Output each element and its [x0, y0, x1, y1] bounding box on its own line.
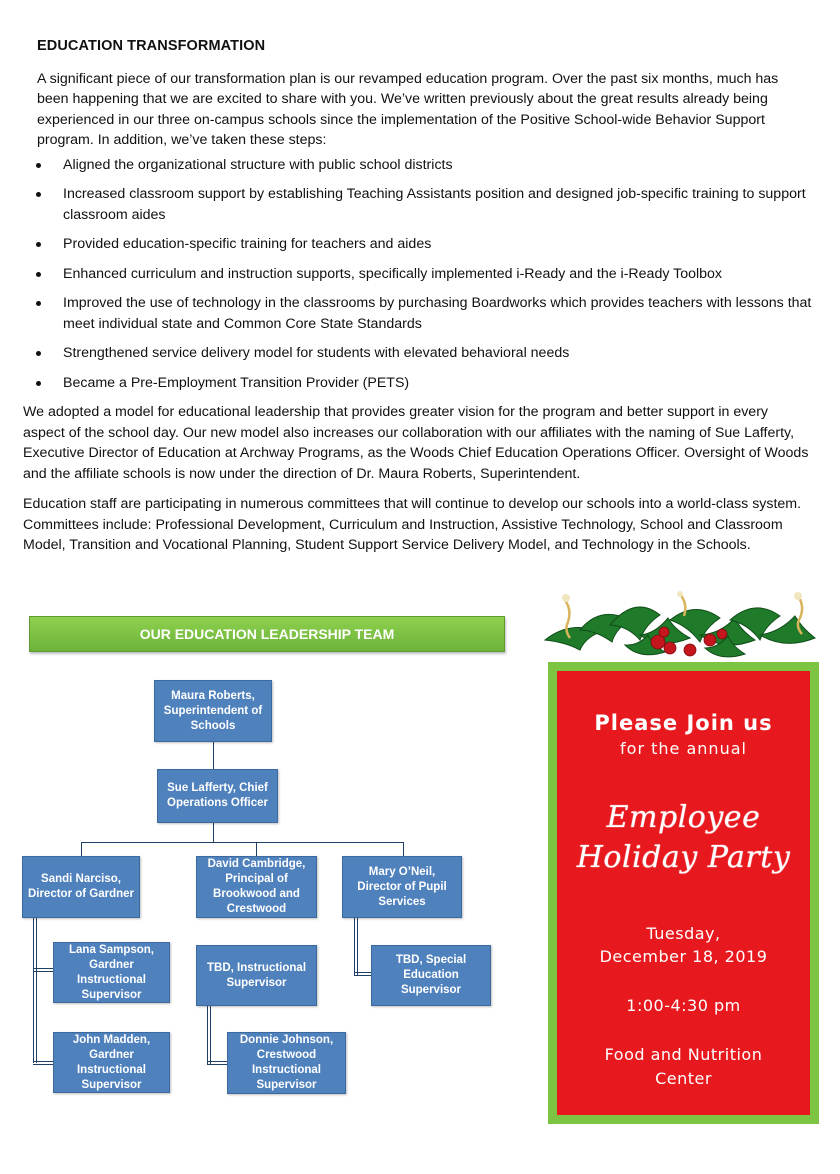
steps-list: [23, 155, 813, 394]
connector-line: [403, 842, 404, 856]
holiday-invitation: [557, 671, 810, 1115]
connector-line: [354, 972, 372, 976]
org-box-superintendent: Maura Roberts, Superintendent of Schools: [154, 680, 272, 742]
leadership-banner: OUR EDUCATION LEADERSHIP TEAM: [29, 616, 505, 652]
org-box-special-ed-supervisor: TBD, Special Education Supervisor: [371, 945, 491, 1006]
org-box-crestwood-supervisor: Donnie Johnson, Crestwood Instructional Supervisor: [227, 1032, 346, 1094]
article: [23, 36, 813, 566]
bullet-icon: [36, 351, 41, 356]
list-item: Strengthened service delivery model for students with elevated behavioral needs: [23, 343, 813, 364]
org-box-gardner-supervisor-1: Lana Sampson, Gardner Instructional Supervisor: [53, 942, 170, 1003]
list-item: Provided education-specific training for teachers and aides: [23, 234, 813, 255]
event-date: Tuesday, December 18, 2019: [599, 924, 768, 966]
list-item: Improved the use of technology in the classrooms by purchasing Boardworks which provides teachers with lessons that meet individual state and Common Core State Standards: [23, 293, 813, 334]
bullet-icon: [36, 242, 41, 247]
intro-paragraph: A significant piece of our transformation plan is our revamped education program. Over the past six months, much has been happening that we are excited to share with you. We’ve written previously about the great results already being experienced in our three on-campus schools since the implementation of the Positive School-wide Behavior Support program. In addition, we’ve taken these steps:: [37, 70, 779, 148]
connector-line: [354, 918, 358, 976]
bullet-icon: [36, 272, 41, 277]
connector-line: [213, 741, 214, 769]
connector-line: [213, 822, 214, 842]
connector-line: [33, 918, 37, 1063]
bullet-icon: [36, 301, 41, 306]
list-item: Enhanced curriculum and instruction supports, specifically implemented i-Ready and the i-Ready Toolbox: [23, 264, 813, 285]
connector-line: [207, 1006, 211, 1064]
connector-line: [207, 1061, 228, 1065]
org-box-instructional-supervisor: TBD, Instructional Supervisor: [196, 945, 317, 1006]
event-location: Food and Nutrition Center: [604, 1045, 763, 1088]
bullet-icon: [36, 192, 41, 197]
leadership-paragraph: We adopted a model for educational leadership that provides greater vision for the program and better support in every aspect of the school day. Our new model also increases our collaboration with our affiliates with the naming of Sue Lafferty, Executive Director of Education at Archway Programs, as the Woods Chief Education Operations Officer. Oversight of Woods and the affiliate schools is now under the direction of Dr. Maura Roberts, Superintendent.: [23, 404, 809, 482]
org-box-gardner-director: Sandi Narciso, Director of Gardner: [22, 856, 140, 918]
org-box-brookwood-principal: David Cambridge, Principal of Brookwood and Crestwood: [196, 856, 317, 918]
bullet-icon: [36, 163, 41, 168]
invitation-join: Please Join us: [594, 711, 773, 735]
list-item: Became a Pre-Employment Transition Provider (PETS): [23, 373, 813, 394]
holly-icon: [540, 590, 820, 666]
connector-line: [81, 842, 82, 856]
connector-line: [33, 1061, 54, 1065]
event-time: 1:00-4:30 pm: [626, 996, 741, 1015]
event-title: Employee Holiday Party: [576, 800, 791, 875]
connector-line: [81, 842, 403, 843]
invitation-frame: [548, 662, 819, 1124]
invitation-annual: for the annual: [620, 739, 747, 758]
connector-line: [33, 968, 54, 972]
list-item: Increased classroom support by establishing Teaching Assistants position and designed job-specific training to support classroom aides: [23, 184, 813, 225]
org-box-pupil-services: Mary O’Neil, Director of Pupil Services: [342, 856, 462, 918]
committees-paragraph: Education staff are participating in numerous committees that will continue to develop our schools into a world-class system. Committees include: Professional Development, Curriculum and Instruction, Assistive Technology, School and Classroom Model, Transition and Vocational Planning, Student Support Service Delivery Model, and Technology in the Schools.: [23, 496, 802, 553]
org-box-gardner-supervisor-2: John Madden, Gardner Instructional Supervisor: [53, 1032, 170, 1093]
list-item: Aligned the organizational structure with public school districts: [23, 155, 813, 176]
connector-line: [256, 842, 257, 856]
org-box-coo: Sue Lafferty, Chief Operations Officer: [157, 769, 278, 823]
bullet-icon: [36, 381, 41, 386]
article-heading: EDUCATION TRANSFORMATION: [37, 38, 266, 54]
